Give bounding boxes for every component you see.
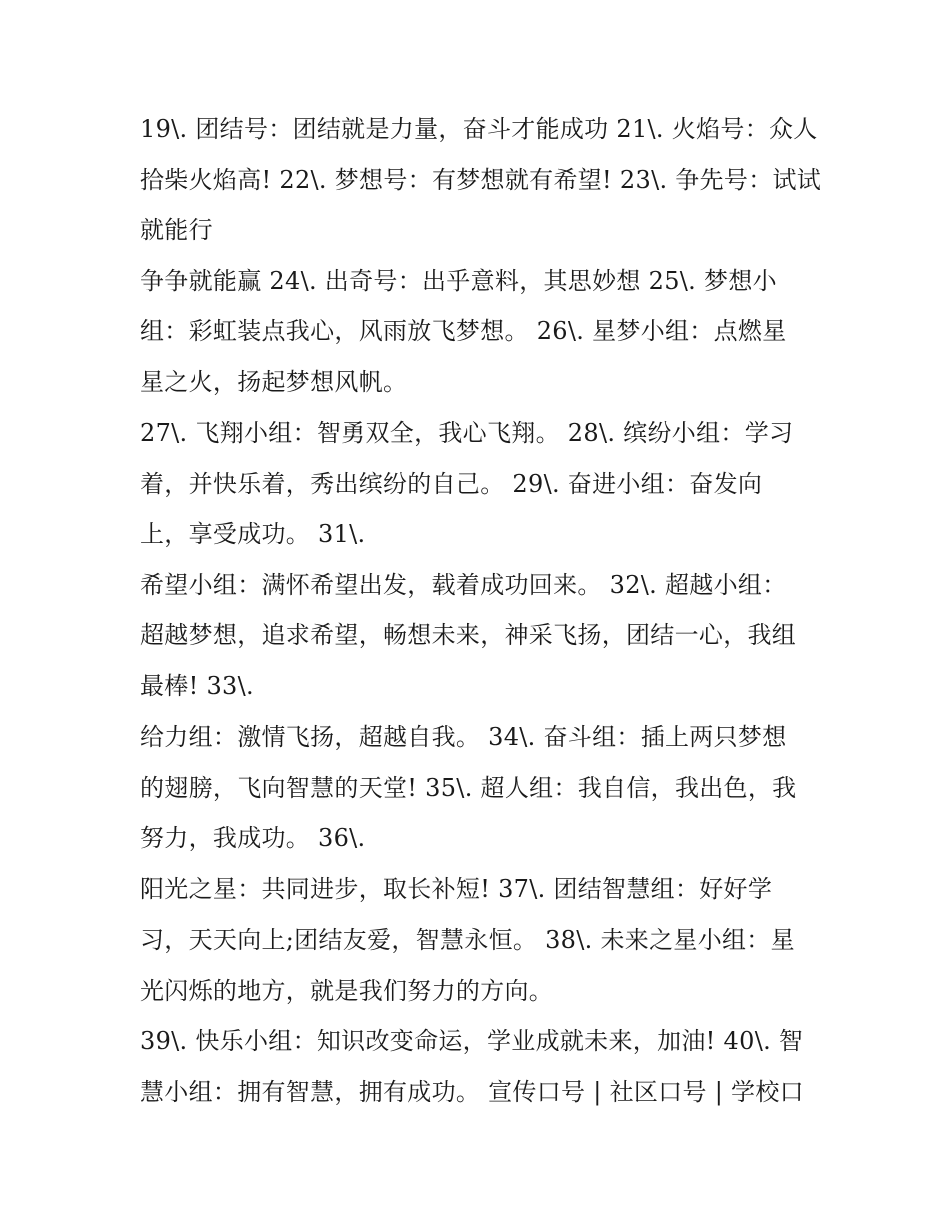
text-line: 19\. 团结号：团结就是力量，奋斗才能成功 21\. 火焰号：众人 [140, 115, 818, 143]
text-line: 39\. 快乐小组：知识改变命运，学业成就未来，加油! 40\. 智 [140, 1027, 804, 1055]
text-line: 阳光之星：共同进步，取长补短! 37\. 团结智慧组：好好学 [140, 875, 773, 903]
text-line: 组：彩虹装点我心，风雨放飞梦想。 26\. 星梦小组：点燃星 [140, 317, 787, 345]
text-line: 慧小组：拥有智慧，拥有成功。 宣传口号 | 社区口号 | 学校口 [140, 1078, 804, 1106]
text-line: 27\. 飞翔小组：智勇双全，我心飞翔。 28\. 缤纷小组：学习 [140, 419, 794, 447]
text-line: 光闪烁的地方，就是我们努力的方向。 [140, 977, 554, 1005]
text-line: 努力，我成功。 36\. [140, 824, 366, 852]
text-line: 希望小组：满怀希望出发，载着成功回来。 32\. 超越小组： [140, 571, 787, 599]
text-line: 超越梦想，追求希望，畅想未来，神采飞扬，团结一心，我组 [140, 621, 797, 649]
text-line: 最棒! 33\. [140, 672, 254, 700]
text-line: 就能行 [140, 216, 213, 244]
text-line: 上，享受成功。 31\. [140, 520, 366, 548]
text-line: 习，天天向上;团结友爱，智慧永恒。 38\. 未来之星小组：星 [140, 926, 795, 954]
text-line: 的翅膀，飞向智慧的天堂! 35\. 超人组：我自信，我出色，我 [140, 774, 797, 802]
text-line: 着，并快乐着，秀出缤纷的自己。 29\. 奋进小组：奋发向 [140, 470, 763, 498]
text-line: 拾柴火焰高! 22\. 梦想号：有梦想就有希望! 23\. 争先号：试试 [140, 166, 822, 194]
text-line: 争争就能赢 24\. 出奇号：出乎意料，其思妙想 25\. 梦想小 [140, 267, 777, 295]
text-line: 星之火，扬起梦想风帆。 [140, 368, 408, 396]
text-line: 给力组：激情飞扬，超越自我。 34\. 奋斗组：插上两只梦想 [140, 723, 787, 751]
